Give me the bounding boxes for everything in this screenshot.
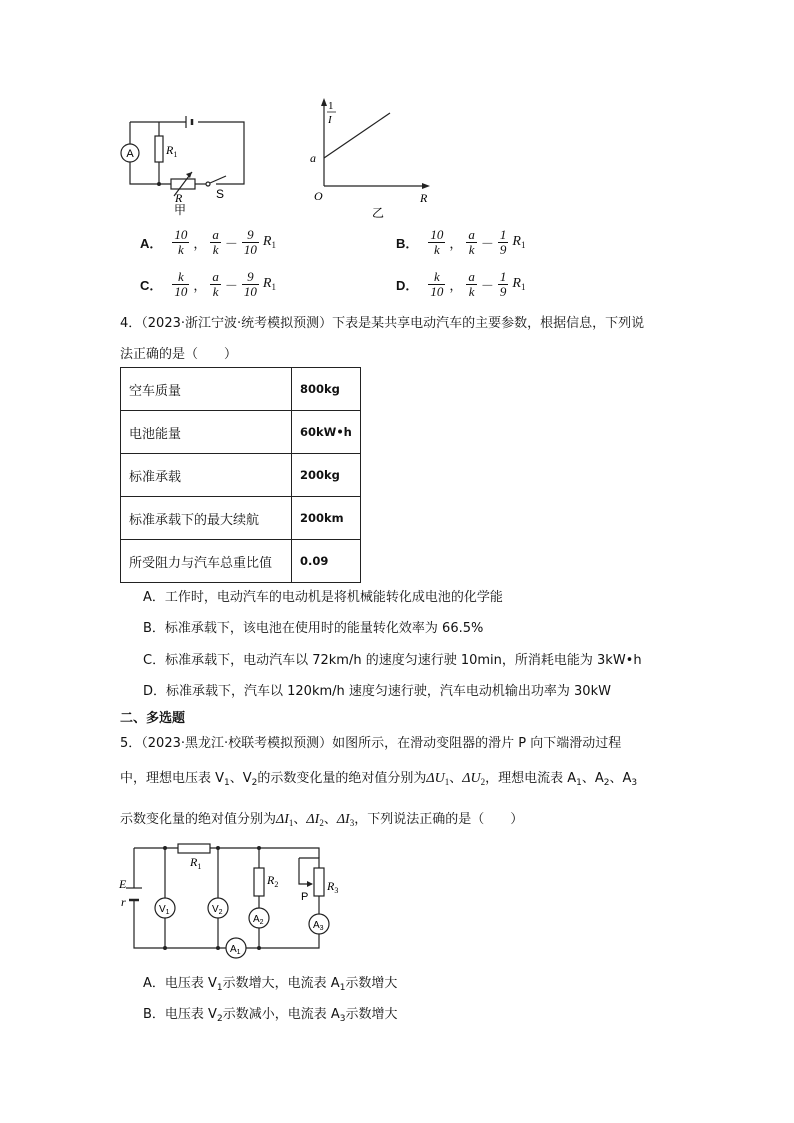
q4-stem-line1: 4．（2023·浙江宁波·统考模拟预测）下表是某共享电动汽车的主要参数，根据信息，下列说 (120, 316, 645, 331)
a1-label: A (230, 944, 237, 955)
q5-stem-line3: 示数变化量的绝对值分别为$\Delta I_1$、$\Delta I_2$、$\Delta I_3$，下列说法正确的是（ ） (120, 812, 524, 828)
q4-option-a[interactable]: A．工作时，电动汽车的电动机是将机械能转化成电池的化学能 (143, 590, 503, 605)
q5-stem-line2: 中，理想电压表 $V_1$、$V_2$的示数变化量的绝对值分别为$\Delta U_1$、$\Delta U_2$，理想电流表 $A_1$、$A_2$、$A_3$ (120, 771, 638, 788)
svg-text:A3: $A_3$ (313, 920, 324, 932)
origin-label: O (314, 189, 323, 203)
param-value: 200kg (292, 454, 361, 497)
table-row (121, 454, 361, 497)
slider-p-label: P (301, 891, 309, 903)
r2-label: R (267, 873, 275, 887)
table-row (121, 411, 361, 454)
circuit-jia-figure (116, 108, 256, 218)
parameter-table (120, 367, 361, 583)
param-value: 60kW•h (292, 411, 361, 454)
svg-text:R2: $R_2$ (267, 873, 279, 889)
figure-caption-jia: 甲 (174, 203, 187, 217)
param-value: 0.09 (292, 540, 361, 583)
r3-label: R (327, 879, 335, 893)
ammeter-label: A (126, 148, 134, 160)
q5-stem-line1: 5．（2023·黑龙江·校联考模拟预测）如图所示，在滑动变阻器的滑片 P 向下端滑动过程 (120, 736, 622, 751)
q3-option-a[interactable]: A． $\frac{10}{k}$ ， $\frac{a}{k}$ － $\frac{9}{10}$ $R_1$ (140, 226, 276, 257)
param-value: 800kg (292, 368, 361, 411)
intercept-label: a (310, 151, 316, 165)
param-name: 电池能量 (121, 411, 292, 454)
svg-text:R3: $R_3$ (327, 879, 339, 895)
q4-option-c[interactable]: C．标准承载下，电动汽车以 72km/h 的速度匀速行驶 10min，所消耗电能为 3kW•h (143, 653, 642, 668)
svg-text:V1: $V_1$ (159, 904, 170, 916)
q4-option-b[interactable]: B．标准承载下，该电池在使用时的能量转化效率为 66.5% (143, 621, 484, 636)
q3-option-b[interactable]: B． $\frac{10}{k}$ ， $\frac{a}{k}$ － $\frac{1}{9}$ $R_1$ (396, 226, 526, 257)
switch-label: S (216, 187, 225, 201)
section-title: 二、多选题 (120, 711, 186, 726)
a2-label: A (253, 914, 260, 925)
svg-text:R1 (165, 143, 177, 159)
x-axis-label: R (420, 191, 428, 205)
figure-caption-yi: 乙 (372, 206, 385, 220)
r1-label: R (190, 855, 198, 869)
q4-stem-line2: 法正确的是（ ） (120, 347, 238, 362)
a3-label: A (313, 920, 320, 931)
rheostat-label: R (175, 191, 183, 205)
param-name: 标准承载下的最大续航 (121, 497, 292, 540)
svg-text:R1: $R_1$ (190, 855, 202, 871)
option-letter: C． (140, 277, 163, 293)
v2-label: V (212, 904, 219, 915)
svg-text:A2: $A_2$ (253, 914, 264, 926)
delta-u-symbol: ΔU (426, 771, 445, 786)
internal-r-label: r (121, 895, 126, 909)
svg-text:A1: $A_1$ (230, 944, 241, 956)
q5-option-a[interactable]: A．电压表 $V_1$示数增大，电流表 $A_1$示数增大 (143, 976, 398, 993)
y-axis-label-num: 1 (328, 100, 334, 112)
delta-i-symbol: ΔI (276, 812, 289, 827)
q5-option-b[interactable]: B．电压表 $V_2$示数减小，电流表 $A_3$示数增大 (143, 1007, 398, 1024)
svg-text:V2: $V_2$ (212, 904, 223, 916)
option-letter: D． (396, 277, 419, 293)
table-row (121, 497, 361, 540)
graph-yi-figure (306, 96, 436, 220)
option-letter: B． (396, 235, 419, 251)
r1-sub: 1 (173, 150, 178, 159)
y-axis-label-den: I (328, 114, 332, 126)
v1-label: V (159, 904, 166, 915)
r1-label: R (166, 143, 174, 157)
param-name: 空车质量 (121, 368, 292, 411)
param-name: 所受阻力与汽车总重比值 (121, 540, 292, 583)
q3-option-c[interactable]: C． $\frac{k}{10}$ ， $\frac{a}{k}$ － $\frac{9}{10}$ $R_1$ (140, 268, 276, 299)
option-letter: A． (140, 235, 163, 251)
emf-label: E (119, 877, 127, 891)
table-row (121, 368, 361, 411)
q4-option-d[interactable]: D．标准承载下，汽车以 120km/h 速度匀速行驶，汽车电动机输出功率为 30kW (143, 684, 611, 699)
table-row (121, 540, 361, 583)
param-value: 200km (292, 497, 361, 540)
circuit-q5-figure (114, 838, 339, 962)
q3-option-d[interactable]: D． $\frac{k}{10}$ ， $\frac{a}{k}$ － $\frac{1}{9}$ $R_1$ (396, 268, 526, 299)
param-name: 标准承载 (121, 454, 292, 497)
